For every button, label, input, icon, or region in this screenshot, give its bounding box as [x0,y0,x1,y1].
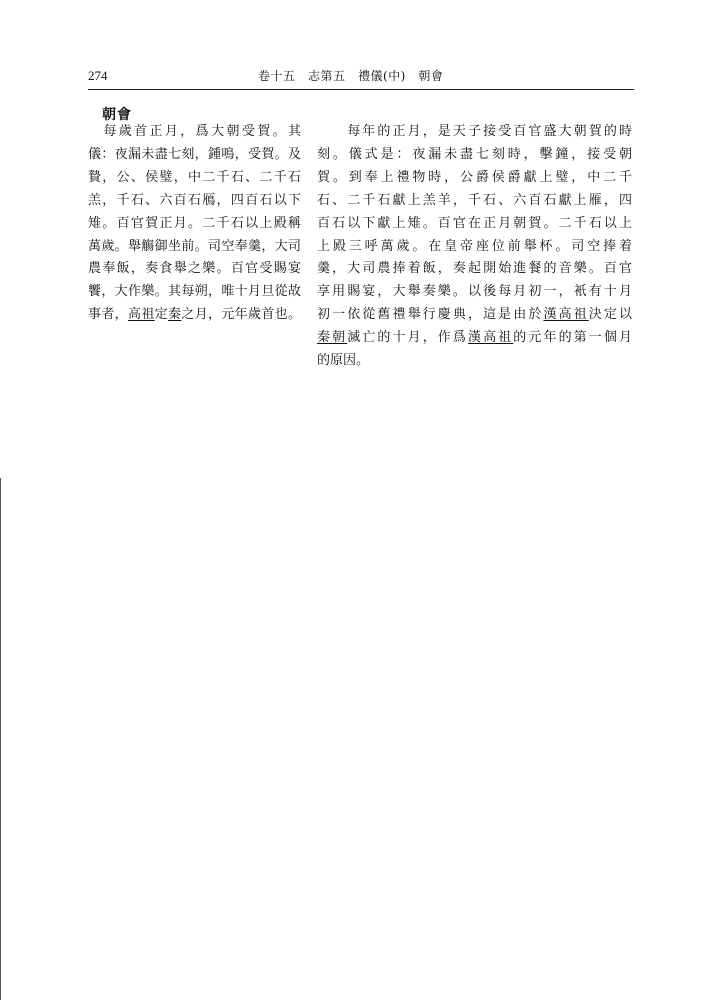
header-rule [88,89,634,90]
translation-line: 羹，大司農捧着飯，奏起開始進餐的音樂。百官 [317,261,632,277]
translation-line: 賀。到奉上禮物時，公爵侯爵獻上璧，中二千 [317,169,632,185]
original-line: 饗，大作樂。其每朔，唯十月旦從故 [88,284,301,300]
original-line: 雉。百官賀正月。二千石以上殿稱 [88,215,301,231]
translation-line: 每年的正月，是天子接受百官盛大朝賀的時 [317,124,632,139]
section-title: 朝會 [102,107,132,123]
translation-text-fragment: 初一依從舊禮舉行慶典，這是由於 [317,307,544,323]
original-text-fragment: 定 [154,307,169,323]
original-text-fragment: 之月，元年歲首也。 [181,307,301,323]
original-line: 萬歲。舉觴御坐前。司空奉羹，大司 [88,238,301,254]
original-line: 每歲首正月，爲大朝受賀。其 [88,124,301,139]
original-line: 羔，千石、六百石鴈，四百石以下 [88,192,301,208]
translation-line-last: 的原因。 [317,353,370,369]
proper-name-gaozu: 高祖 [128,307,155,323]
translation-line: 上殿三呼萬歲。在皇帝座位前舉杯。司空捧着 [317,238,632,254]
running-head: 卷十五 志第五 禮儀(中) 朝會 [258,69,444,83]
original-text-column [88,121,301,327]
original-line: 贄，公、侯璧，中二千石、二千石 [88,169,301,185]
translation-line: 百石以下獻上雉。百官在正月朝賀。二千石以上 [317,215,632,231]
translation-text-fragment: 決定以 [588,307,632,323]
page-number: 274 [88,68,108,83]
proper-name-han-gaozu: 漢高祖 [543,307,589,323]
translation-text-column [317,121,632,373]
proper-name-han-gaozu: 漢高祖 [467,330,514,346]
translation-line [317,327,632,350]
translation-line: 石、二千石獻上羔羊，千石、六百石獻上雁，四 [317,192,632,208]
translation-line: 享用賜宴，大舉奏樂。以後每月初一，衹有十月 [317,284,632,300]
original-line-last [88,304,301,327]
translation-line: 刻。儀式是：夜漏未盡七刻時，擊鐘，接受朝 [317,146,632,162]
translation-text-fragment: 的元年的第一個月 [513,330,632,346]
original-text-fragment: 事者， [88,307,128,323]
original-line: 農奉飯，奏食舉之樂。百官受賜宴 [88,261,301,277]
translation-text-fragment: 滅亡的十月，作爲 [347,330,468,346]
proper-name-qin: 秦 [168,307,182,323]
proper-name-qin-dynasty: 秦朝 [317,330,348,346]
scan-edge-line [0,478,1,1000]
original-line: 儀：夜漏未盡七刻，鍾鳴，受賀。及 [88,146,301,162]
translation-line [317,304,632,327]
